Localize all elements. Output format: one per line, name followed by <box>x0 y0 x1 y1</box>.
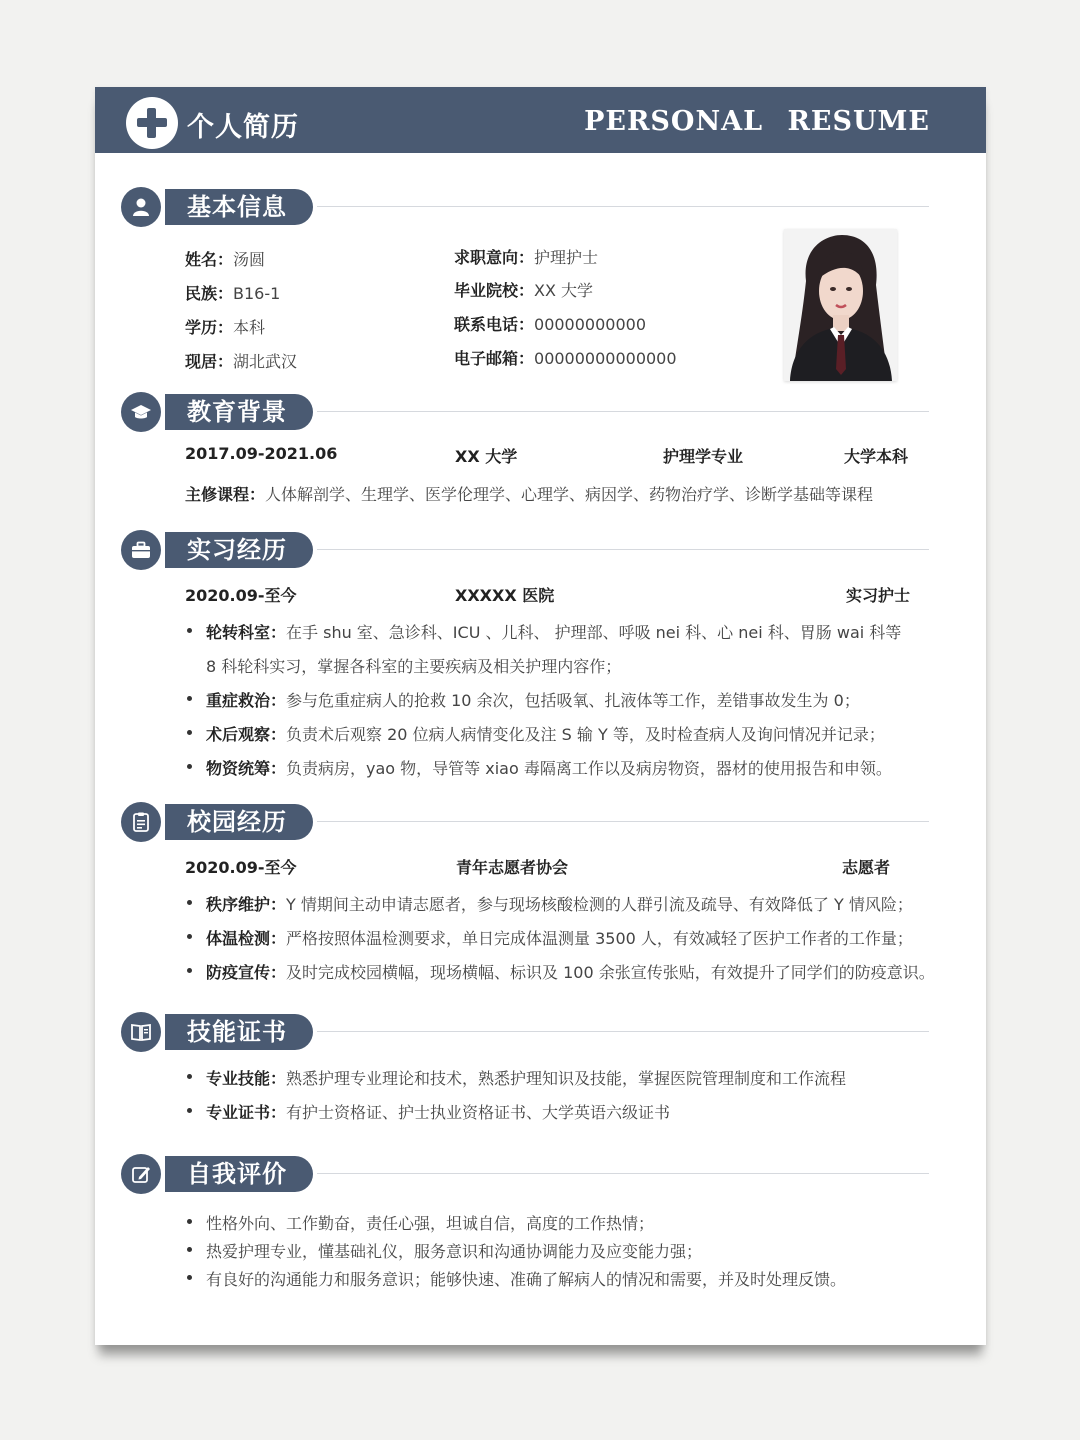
info-school: 毕业院校：XX 大学 <box>454 281 594 300</box>
divider <box>317 411 929 412</box>
divider <box>317 1031 929 1032</box>
edu-major: 护理学专业 <box>663 447 744 466</box>
list-item: 专业证书：有护士资格证、护士执业资格证书、大学英语六级证书 <box>206 1100 670 1123</box>
divider <box>317 206 929 207</box>
list-item: 术后观察：负责术后观察 20 位病人病情变化及注 S 输 Y 等，及时检查病人及询问情况并记录； <box>206 722 885 745</box>
page-title-en: PERSONAL RESUME <box>584 106 930 137</box>
header-bar <box>95 87 986 153</box>
campus-period: 2020.09-至今 <box>185 858 297 877</box>
page-title: 个人简历 <box>187 112 299 143</box>
list-item: 性格外向、工作勤奋，责任心强，坦诚自信，高度的工作热情； <box>206 1211 654 1234</box>
resume-paper <box>95 87 986 1345</box>
section-title-self: 自我评价 <box>165 1156 313 1192</box>
intern-period: 2020.09-至今 <box>185 586 297 605</box>
list-item: 重症救治：参与危重症病人的抢救 10 余次，包括吸氧、扎液体等工作，差错事故发生为 0； <box>206 688 860 711</box>
info-phone: 联系电话：00000000000 <box>454 315 646 334</box>
list-item: 防疫宣传：及时完成校园横幅，现场横幅、标识及 100 余张宣传张贴，有效提升了同学们的防疫意识。 <box>206 960 935 983</box>
section-title-campus: 校园经历 <box>165 804 313 840</box>
edu-period: 2017.09-2021.06 <box>185 444 338 463</box>
briefcase-icon <box>121 530 161 570</box>
divider <box>317 1173 929 1174</box>
info-location: 现居：湖北武汉 <box>185 352 298 371</box>
plus-icon <box>126 97 178 149</box>
section-header-skills <box>121 1012 929 1050</box>
section-title-skills: 技能证书 <box>165 1014 313 1050</box>
edu-school: XX 大学 <box>455 447 518 466</box>
campus-role: 志愿者 <box>842 858 891 877</box>
edu-degree: 大学本科 <box>844 447 909 466</box>
book-icon <box>121 1012 161 1052</box>
list-item: 秩序维护：Y 情期间主动申请志愿者，参与现场核酸检测的人群引流及疏导、有效降低了 Y 情风险； <box>206 892 913 915</box>
edit-icon <box>121 1154 161 1194</box>
intern-org: XXXXX 医院 <box>455 586 555 605</box>
section-header-campus <box>121 802 929 840</box>
list-item: 热爱护理专业，懂基础礼仪，服务意识和沟通协调能力及应变能力强； <box>206 1239 702 1262</box>
list-item: 专业技能：熟悉护理专业理论和技术，熟悉护理知识及技能，掌握医院管理制度和工作流程 <box>206 1066 846 1089</box>
info-job-intent: 求职意向：护理护士 <box>454 248 599 267</box>
section-title-education: 教育背景 <box>165 394 313 430</box>
graduation-cap-icon <box>121 392 161 432</box>
edu-courses: 主修课程：人体解剖学、生理学、医学伦理学、心理学、病因学、药物治疗学、诊断学基础等课程 <box>185 485 874 504</box>
info-email: 电子邮箱：00000000000000 <box>454 349 677 368</box>
divider <box>317 549 929 550</box>
list-item: 轮转科室：在手 shu 室、急诊科、ICU 、儿科、 护理部、呼吸 nei 科、心 nei 科、胃肠 wai 科等 <box>206 620 901 643</box>
info-education: 学历：本科 <box>185 318 266 337</box>
section-header-self <box>121 1154 929 1192</box>
section-title-internship: 实习经历 <box>165 532 313 568</box>
list-item-continued: 8 科轮科实习，掌握各科室的主要疾病及相关护理内容作； <box>206 657 622 676</box>
info-name: 姓名：汤圆 <box>185 250 266 269</box>
intern-role: 实习护士 <box>846 586 911 605</box>
list-item: 物资统筹：负责病房，yao 物，导管等 xiao 毒隔离工作以及病房物资，器材的使用报告和申领。 <box>206 756 892 779</box>
list-item: 有良好的沟通能力和服务意识；能够快速、准确了解病人的情况和需要，并及时处理反馈。 <box>206 1267 846 1290</box>
section-header-basic <box>121 187 929 225</box>
divider <box>317 821 929 822</box>
person-icon <box>121 187 161 227</box>
info-ethnicity: 民族：B16-1 <box>185 284 281 303</box>
section-header-education <box>121 392 929 430</box>
section-header-internship <box>121 530 929 568</box>
campus-org: 青年志愿者协会 <box>456 858 569 877</box>
section-title-basic: 基本信息 <box>165 189 313 225</box>
list-item: 体温检测：严格按照体温检测要求，单日完成体温测量 3500 人，有效减轻了医护工作者的工作量； <box>206 926 913 949</box>
clipboard-icon <box>121 802 161 842</box>
profile-photo <box>784 229 897 381</box>
